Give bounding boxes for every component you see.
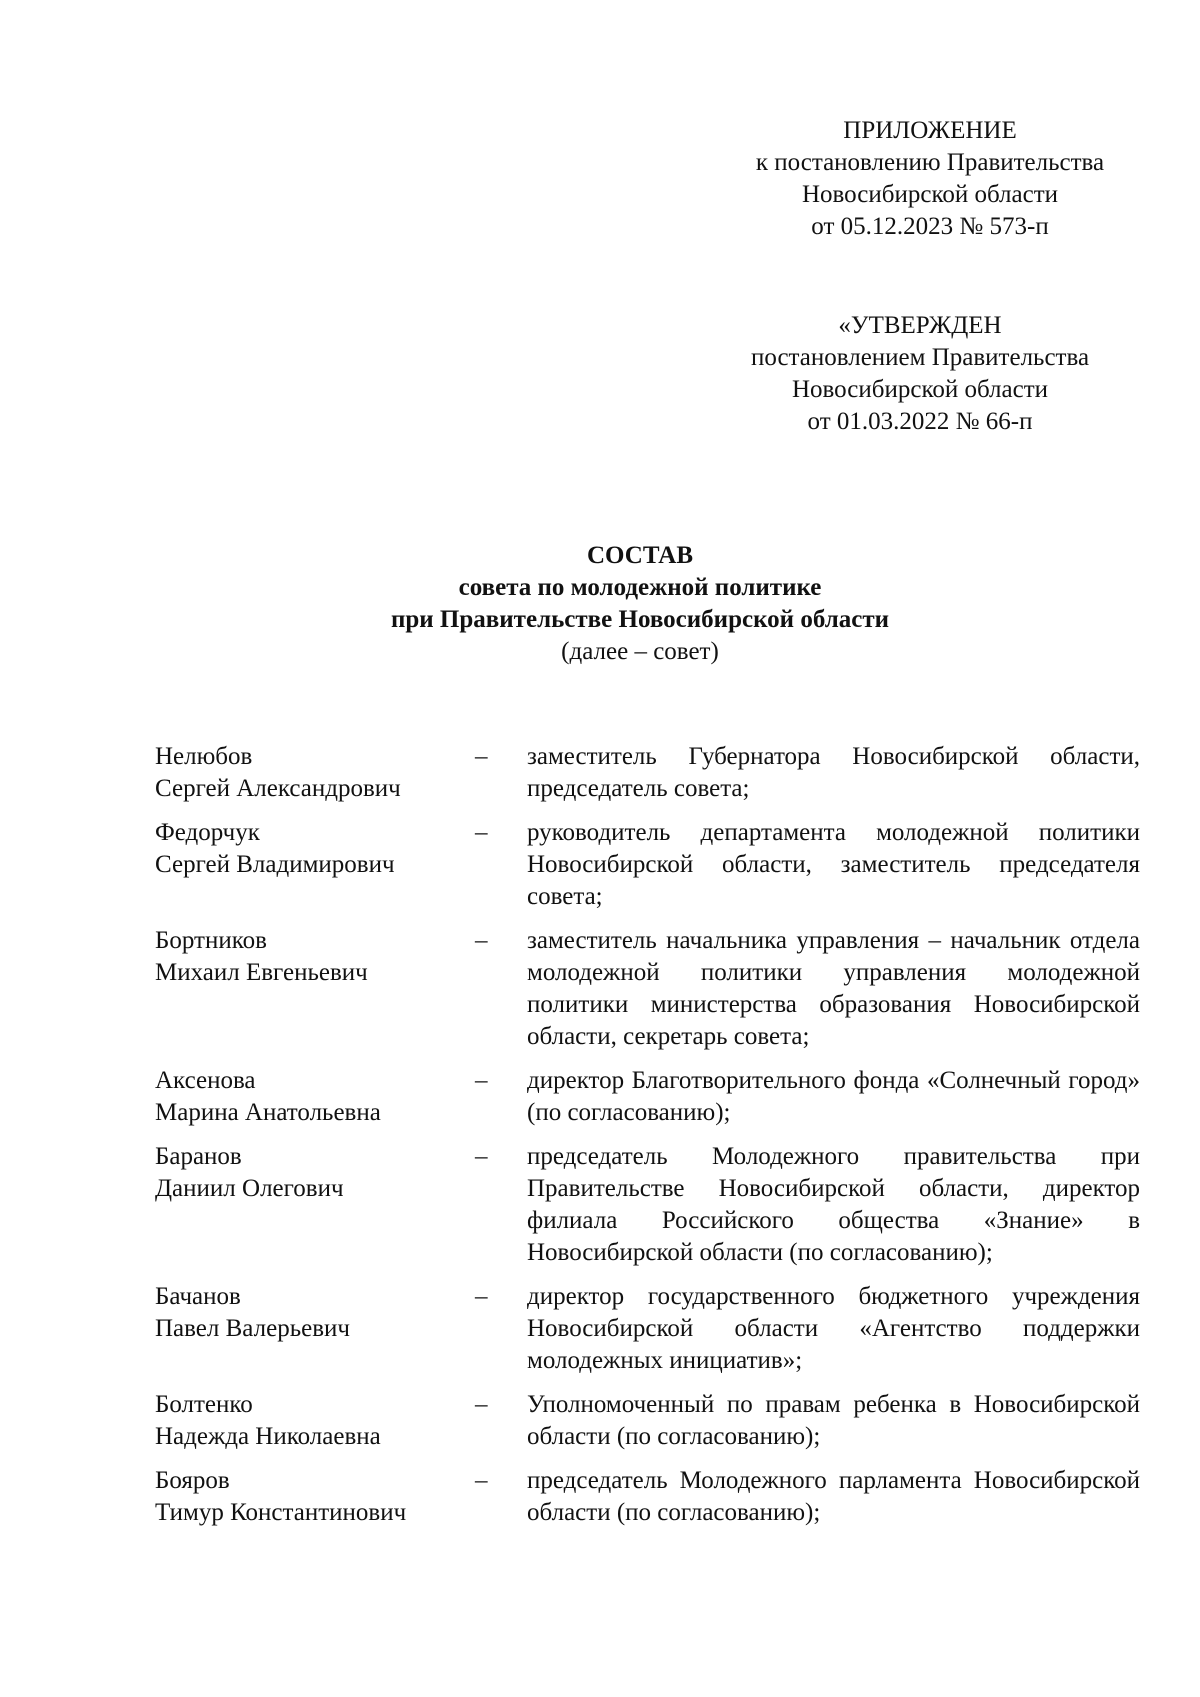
member-row: [155, 1065, 1140, 1129]
member-given-name: Сергей Александрович: [155, 775, 401, 802]
member-surname: Нелюбов: [155, 743, 253, 770]
member-given-name: Марина Анатольевна: [155, 1099, 381, 1126]
member-surname: Федорчук: [155, 819, 260, 846]
title-line: совета по молодежной политике: [458, 574, 822, 601]
member-surname: Аксенова: [155, 1067, 256, 1094]
member-surname: Бачанов: [155, 1283, 241, 1310]
member-dash: –: [475, 743, 488, 770]
approved-line: от 01.03.2022 № 66-п: [807, 408, 1033, 435]
document-title: [0, 540, 1200, 668]
member-position: директор государственного бюджетного учреждения Новосибирской области «Агентство поддержки молодежных инициатив»;: [527, 1283, 1140, 1374]
member-dash: –: [475, 1283, 488, 1310]
member-dash: –: [475, 1391, 488, 1418]
member-row: [155, 925, 1140, 1053]
appendix-line: ПРИЛОЖЕНИЕ: [843, 117, 1017, 144]
appendix-line: к постановлению Правительства: [755, 149, 1105, 176]
member-given-name: Надежда Николаевна: [155, 1423, 381, 1450]
member-row: [155, 817, 1140, 913]
approved-block: [700, 310, 1140, 438]
member-position: заместитель начальника управления – начальник отдела молодежной политики управления молодежной политики министерства образования Новосибирской области, секретарь совета;: [527, 927, 1140, 1050]
member-row: [155, 741, 1140, 805]
approved-line: Новосибирской области: [791, 376, 1049, 403]
member-dash: –: [475, 1467, 488, 1494]
approved-line: постановлением Правительства: [750, 344, 1090, 371]
member-surname: Бояров: [155, 1467, 230, 1494]
member-given-name: Тимур Константинович: [155, 1499, 407, 1526]
title-heading: СОСТАВ: [586, 542, 694, 569]
member-given-name: Михаил Евгеньевич: [155, 959, 368, 986]
appendix-block: [700, 115, 1160, 243]
title-line: при Правительстве Новосибирской области: [390, 606, 890, 633]
title-note: (далее – совет): [561, 638, 719, 665]
member-row: [155, 1465, 1140, 1529]
member-given-name: Даниил Олегович: [155, 1175, 344, 1202]
member-given-name: Сергей Владимирович: [155, 851, 395, 878]
member-position: председатель Молодежного парламента Новосибирской области (по согласованию);: [527, 1467, 1140, 1526]
member-position: председатель Молодежного правительства при Правительстве Новосибирской области, директор филиала Российского общества «Знание» в Новосибирской области (по согласованию);: [527, 1143, 1140, 1266]
appendix-line: от 05.12.2023 № 573-п: [811, 213, 1049, 240]
member-dash: –: [475, 1067, 488, 1094]
member-dash: –: [475, 1143, 488, 1170]
member-position: Уполномоченный по правам ребенка в Новосибирской области (по согласованию);: [527, 1391, 1140, 1450]
member-given-name: Павел Валерьевич: [155, 1315, 350, 1342]
member-position: директор Благотворительного фонда «Солнечный город» (по согласованию);: [527, 1067, 1140, 1126]
member-surname: Болтенко: [155, 1391, 253, 1418]
member-position: руководитель департамента молодежной политики Новосибирской области, заместитель председателя совета;: [527, 819, 1140, 910]
member-surname: Баранов: [155, 1143, 242, 1170]
member-row: [155, 1281, 1140, 1377]
members-list: [155, 741, 1140, 1541]
member-dash: –: [475, 927, 488, 954]
member-dash: –: [475, 819, 488, 846]
member-row: [155, 1389, 1140, 1453]
member-row: [155, 1141, 1140, 1269]
member-position: заместитель Губернатора Новосибирской области, председатель совета;: [527, 743, 1140, 802]
approved-line: «УТВЕРЖДЕН: [838, 312, 1002, 339]
member-surname: Бортников: [155, 927, 267, 954]
appendix-line: Новосибирской области: [801, 181, 1059, 208]
